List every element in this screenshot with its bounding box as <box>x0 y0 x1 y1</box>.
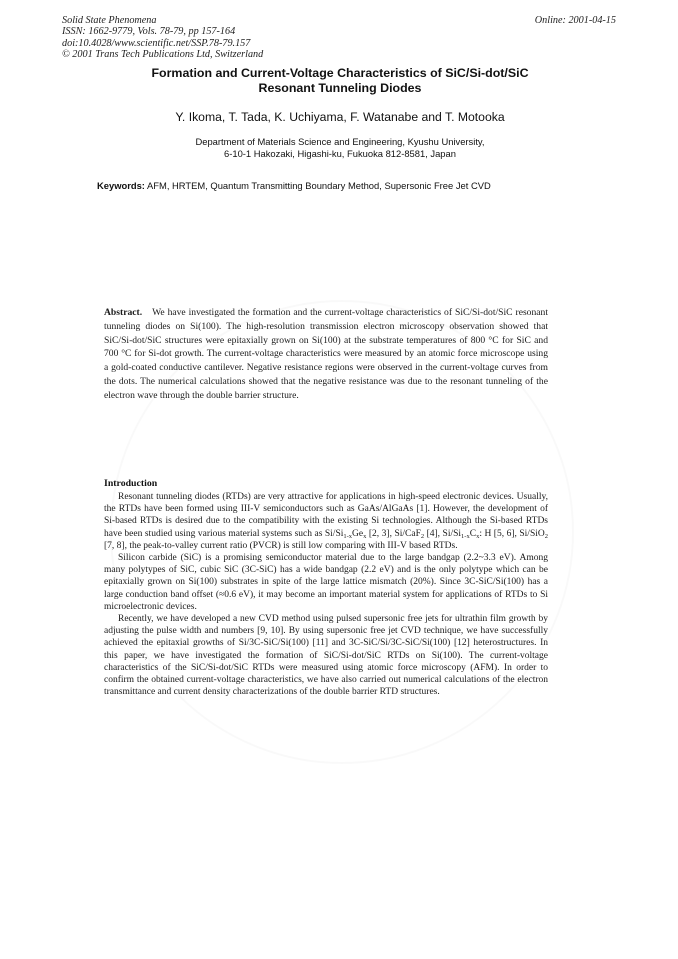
intro-paragraph-2: Silicon carbide (SiC) is a promising semiconductor material due to the large bandgap (2.2~3.3 eV). Among many polytypes of SiC, cubic SiC (3C-SiC) has a wide bandgap (2.2 eV) and is the only polytype which can be epitaxially grown on Si(100) substrates in spite of the large lattice mismatch (20%). Since 3C-SiC/Si(100) has a large conduction band offset (≈0.6 eV), it may become an important material system for applications of RTDs to Si microelectronic devices. <box>104 553 548 612</box>
intro-p1-text-d: [4], Si/Si <box>424 528 462 539</box>
intro-sub-x: x <box>363 532 367 540</box>
copyright-line: © 2001 Trans Tech Publications Ltd, Switzerland <box>62 49 264 61</box>
intro-p1-text-a: Resonant tunneling diodes (RTDs) are very attractive for applications in high-speed electronic devices. Usually, the RTDs have been formed using III-V semiconductors such as GaAs/AlGaAs [1]. However, the development of Si-based RTDs is desired due to the compatibility with the existing Si technologies. Although the Si-based RTDs have been studied using various material systems such as Si/Si <box>104 492 548 539</box>
keywords <box>97 180 491 191</box>
introduction-body <box>104 491 548 698</box>
affiliation <box>90 136 590 160</box>
abstract <box>104 306 548 403</box>
online-date: Online: 2001-04-15 <box>534 15 616 26</box>
intro-sub-1mx: 1-x <box>343 532 353 540</box>
abstract-text: We have investigated the formation and the current-voltage characteristics of SiC/Si-dot/SiC resonant tunneling diodes on Si(100). The high-resolution transmission electron microscopy observation showed that SiC/Si-dot/SiC structures were epitaxially grown on Si(100) at the substrate temperatures of 800 °C for SiC and 700 °C for Si-dot growth. The current-voltage characteristics were measured by an atomic force microscope using a gold-coated conductive cantilever. Negative resistance regions were observed in the current-voltage curves from the dots. The numerical calculations showed that the negative resistance was due to the resonant tunneling of the electron wave through the double barrier structure. <box>104 307 548 401</box>
intro-p1-text-g: [7, 8], the peak-to-valley current ratio (PVCR) is still low comparing with III-V based RTDs. <box>104 540 458 551</box>
intro-sub-1mx-2: 1-x <box>461 532 470 540</box>
issn-line: ISSN: 1662-9779, Vols. 78-79, pp 157-164 <box>62 26 236 38</box>
doi-link[interactable]: doi:10.4028/www.scientific.net/SSP.78-79.157 <box>62 37 251 49</box>
author-list: Y. Ikoma, T. Tada, K. Uchiyama, F. Watanabe and T. Motooka <box>175 110 505 124</box>
intro-sub-x-2: x <box>476 532 480 540</box>
intro-paragraph-1 <box>104 491 548 552</box>
intro-sub-2-b: 2 <box>544 532 548 540</box>
intro-p1-text-c: [2, 3], Si/CaF <box>366 528 421 539</box>
title-line-1: Formation and Current-Voltage Characteristics of SiC/Si-dot/SiC <box>151 66 529 80</box>
intro-paragraph-3: Recently, we have developed a new CVD method using pulsed supersonic free jets for ultrathin film growth by adjusting the pulse width and numbers [9, 10]. By using supersonic free jet CVD technique, we have successfully achieved the epitaxial growths of Si/3C-SiC/Si(100) [11] and 3C-SiC/Si/3C-SiC/Si(100) [12] heterostructures. In this paper, we have investigated the formation of SiC/Si-dot/SiC RTDs on Si(100). The current-voltage characteristics of the SiC/Si-dot/SiC RTDs were measured using atomic force microscopy (AFM). In order to confirm the obtained current-voltage characteristics, we have also carried out numerical calculations of the electron transmittance and current density characterizations of the double barrier RTD structures. <box>104 614 548 698</box>
affiliation-line-1: Department of Materials Science and Engineering, Kyushu University, <box>195 136 485 147</box>
intro-sub-2: 2 <box>420 532 425 540</box>
abstract-label: Abstract. <box>104 307 143 318</box>
intro-p1-text-f: : H [5, 6], Si/SiO <box>479 528 545 539</box>
journal-name: Solid State Phenomena <box>62 15 157 26</box>
affiliation-line-2: 6-10-1 Hakozaki, Higashi-ku, Fukuoka 812-8581, Japan <box>224 148 456 159</box>
paper-title <box>80 66 600 96</box>
keywords-text: AFM, HRTEM, Quantum Transmitting Boundary Method, Supersonic Free Jet CVD <box>147 180 491 191</box>
keywords-label: Keywords: <box>97 180 145 191</box>
intro-p1-text-b: Ge <box>352 528 364 539</box>
introduction-heading: Introduction <box>104 478 158 489</box>
intro-p1-text-e: C <box>469 528 477 539</box>
journal-header <box>62 15 263 61</box>
title-line-2: Resonant Tunneling Diodes <box>258 81 422 95</box>
